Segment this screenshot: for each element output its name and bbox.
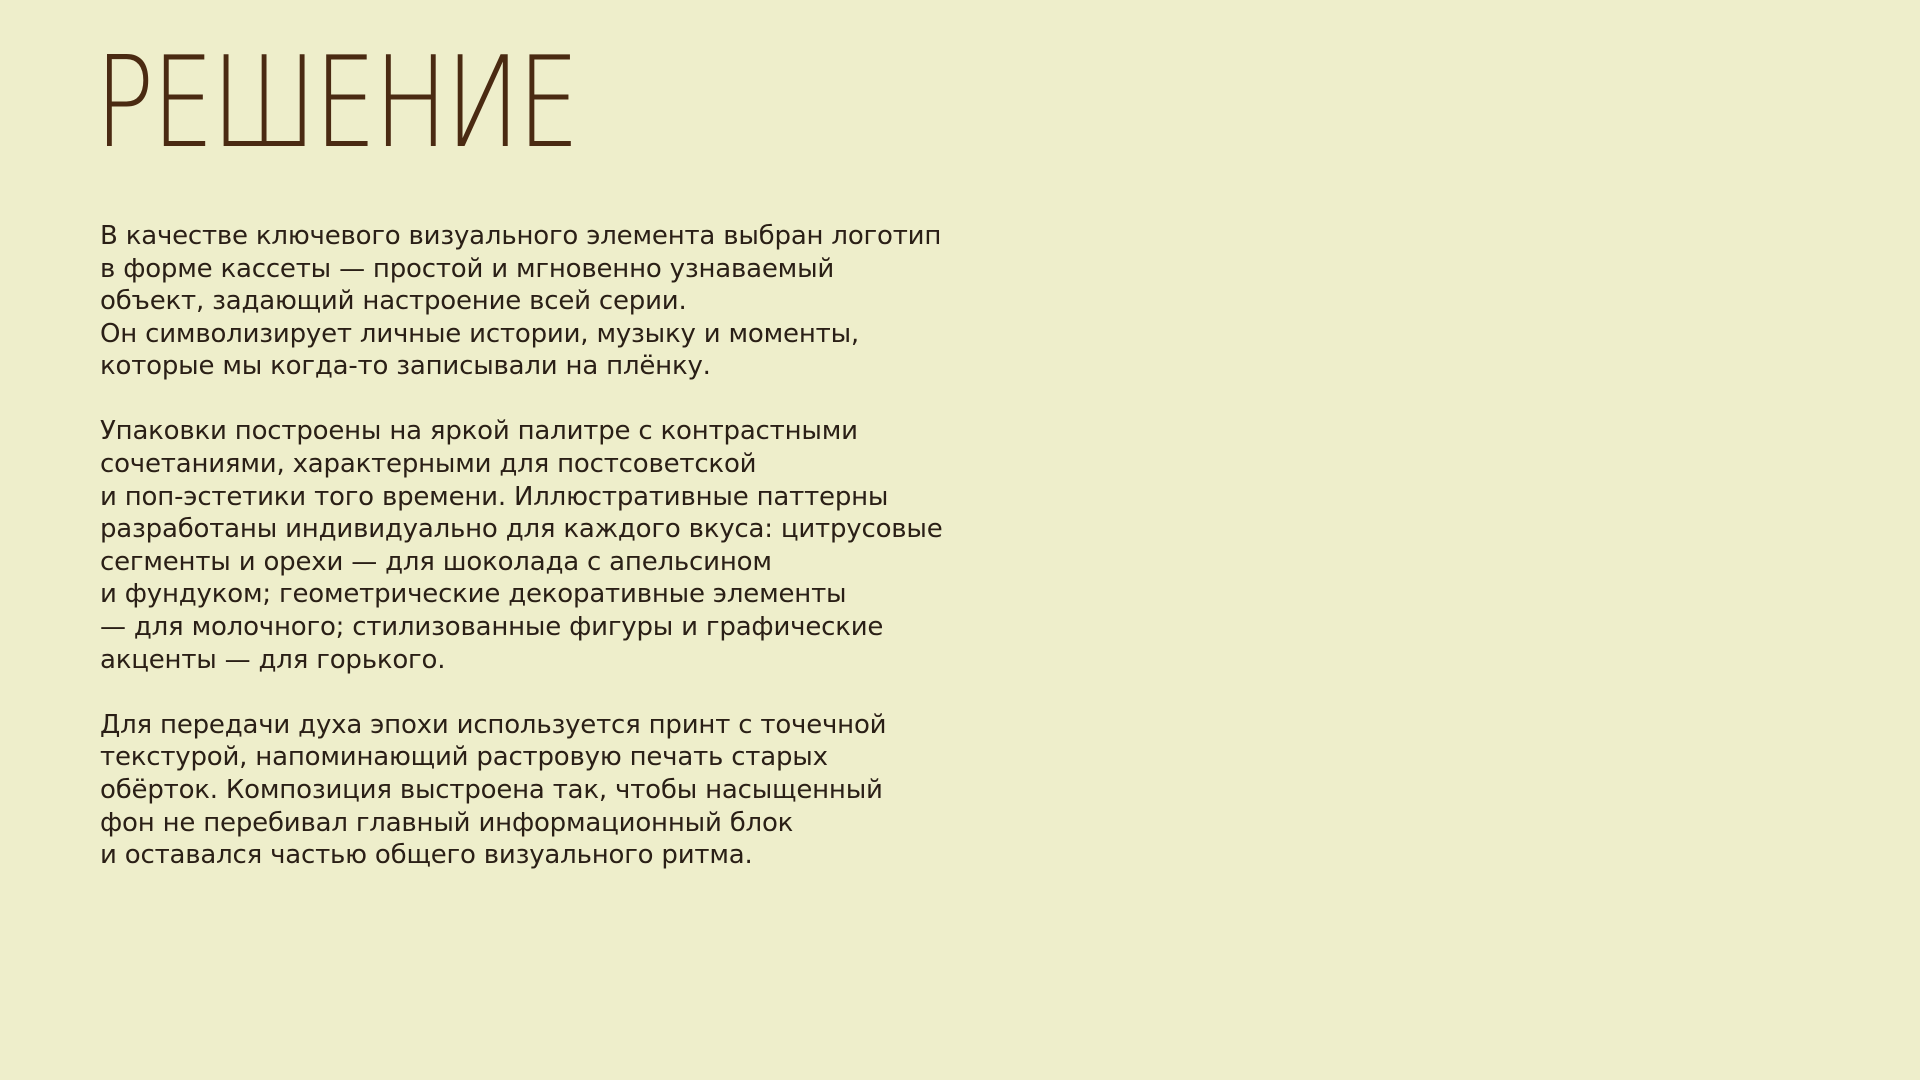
text-line: сочетаниями, характерными для постсоветской — [100, 449, 757, 480]
text-line: — для молочного; стилизованные фигуры и графические — [100, 612, 884, 643]
text-line: Для передачи духа эпохи используется принт с точечной — [100, 709, 887, 740]
text-line: и фундуком; геометрические декоративные элементы — [100, 579, 847, 610]
body-text — [100, 220, 1000, 904]
text-line: и поп-эстетики того времени. Иллюстративные паттерны — [100, 481, 889, 512]
text-line: В качестве ключевого визуального элемента выбран логотип — [100, 221, 942, 251]
paragraph-logo — [100, 220, 1000, 383]
text-line: в форме кассеты — простой и мгновенно узнаваемый — [100, 253, 835, 284]
text-line: сегменты и орехи — для шоколада с апельсином — [100, 546, 772, 577]
page-title: РЕШЕНИЕ — [95, 29, 578, 176]
text-line: разработаны индивидуально для каждого вкуса: цитрусовые — [100, 514, 943, 545]
text-line: Упаковки построены на яркой палитре с контрастными — [100, 416, 858, 447]
text-line: и оставался частью общего визуального ритма. — [100, 840, 753, 871]
text-line: обёрток. Композиция выстроена так, чтобы насыщенный — [100, 774, 883, 805]
text-line: которые мы когда-то записывали на плёнку. — [100, 351, 711, 382]
text-line: Он символизирует личные истории, музыку и моменты, — [100, 318, 859, 349]
text-line: текстурой, напоминающий растровую печать старых — [100, 742, 828, 773]
paragraph-print — [100, 709, 1000, 872]
text-line: фон не перебивал главный информационный блок — [100, 807, 794, 838]
text-line: объект, задающий настроение всей серии. — [100, 286, 687, 317]
text-line: акценты — для горького. — [100, 644, 446, 675]
paragraph-packaging — [100, 415, 1000, 676]
